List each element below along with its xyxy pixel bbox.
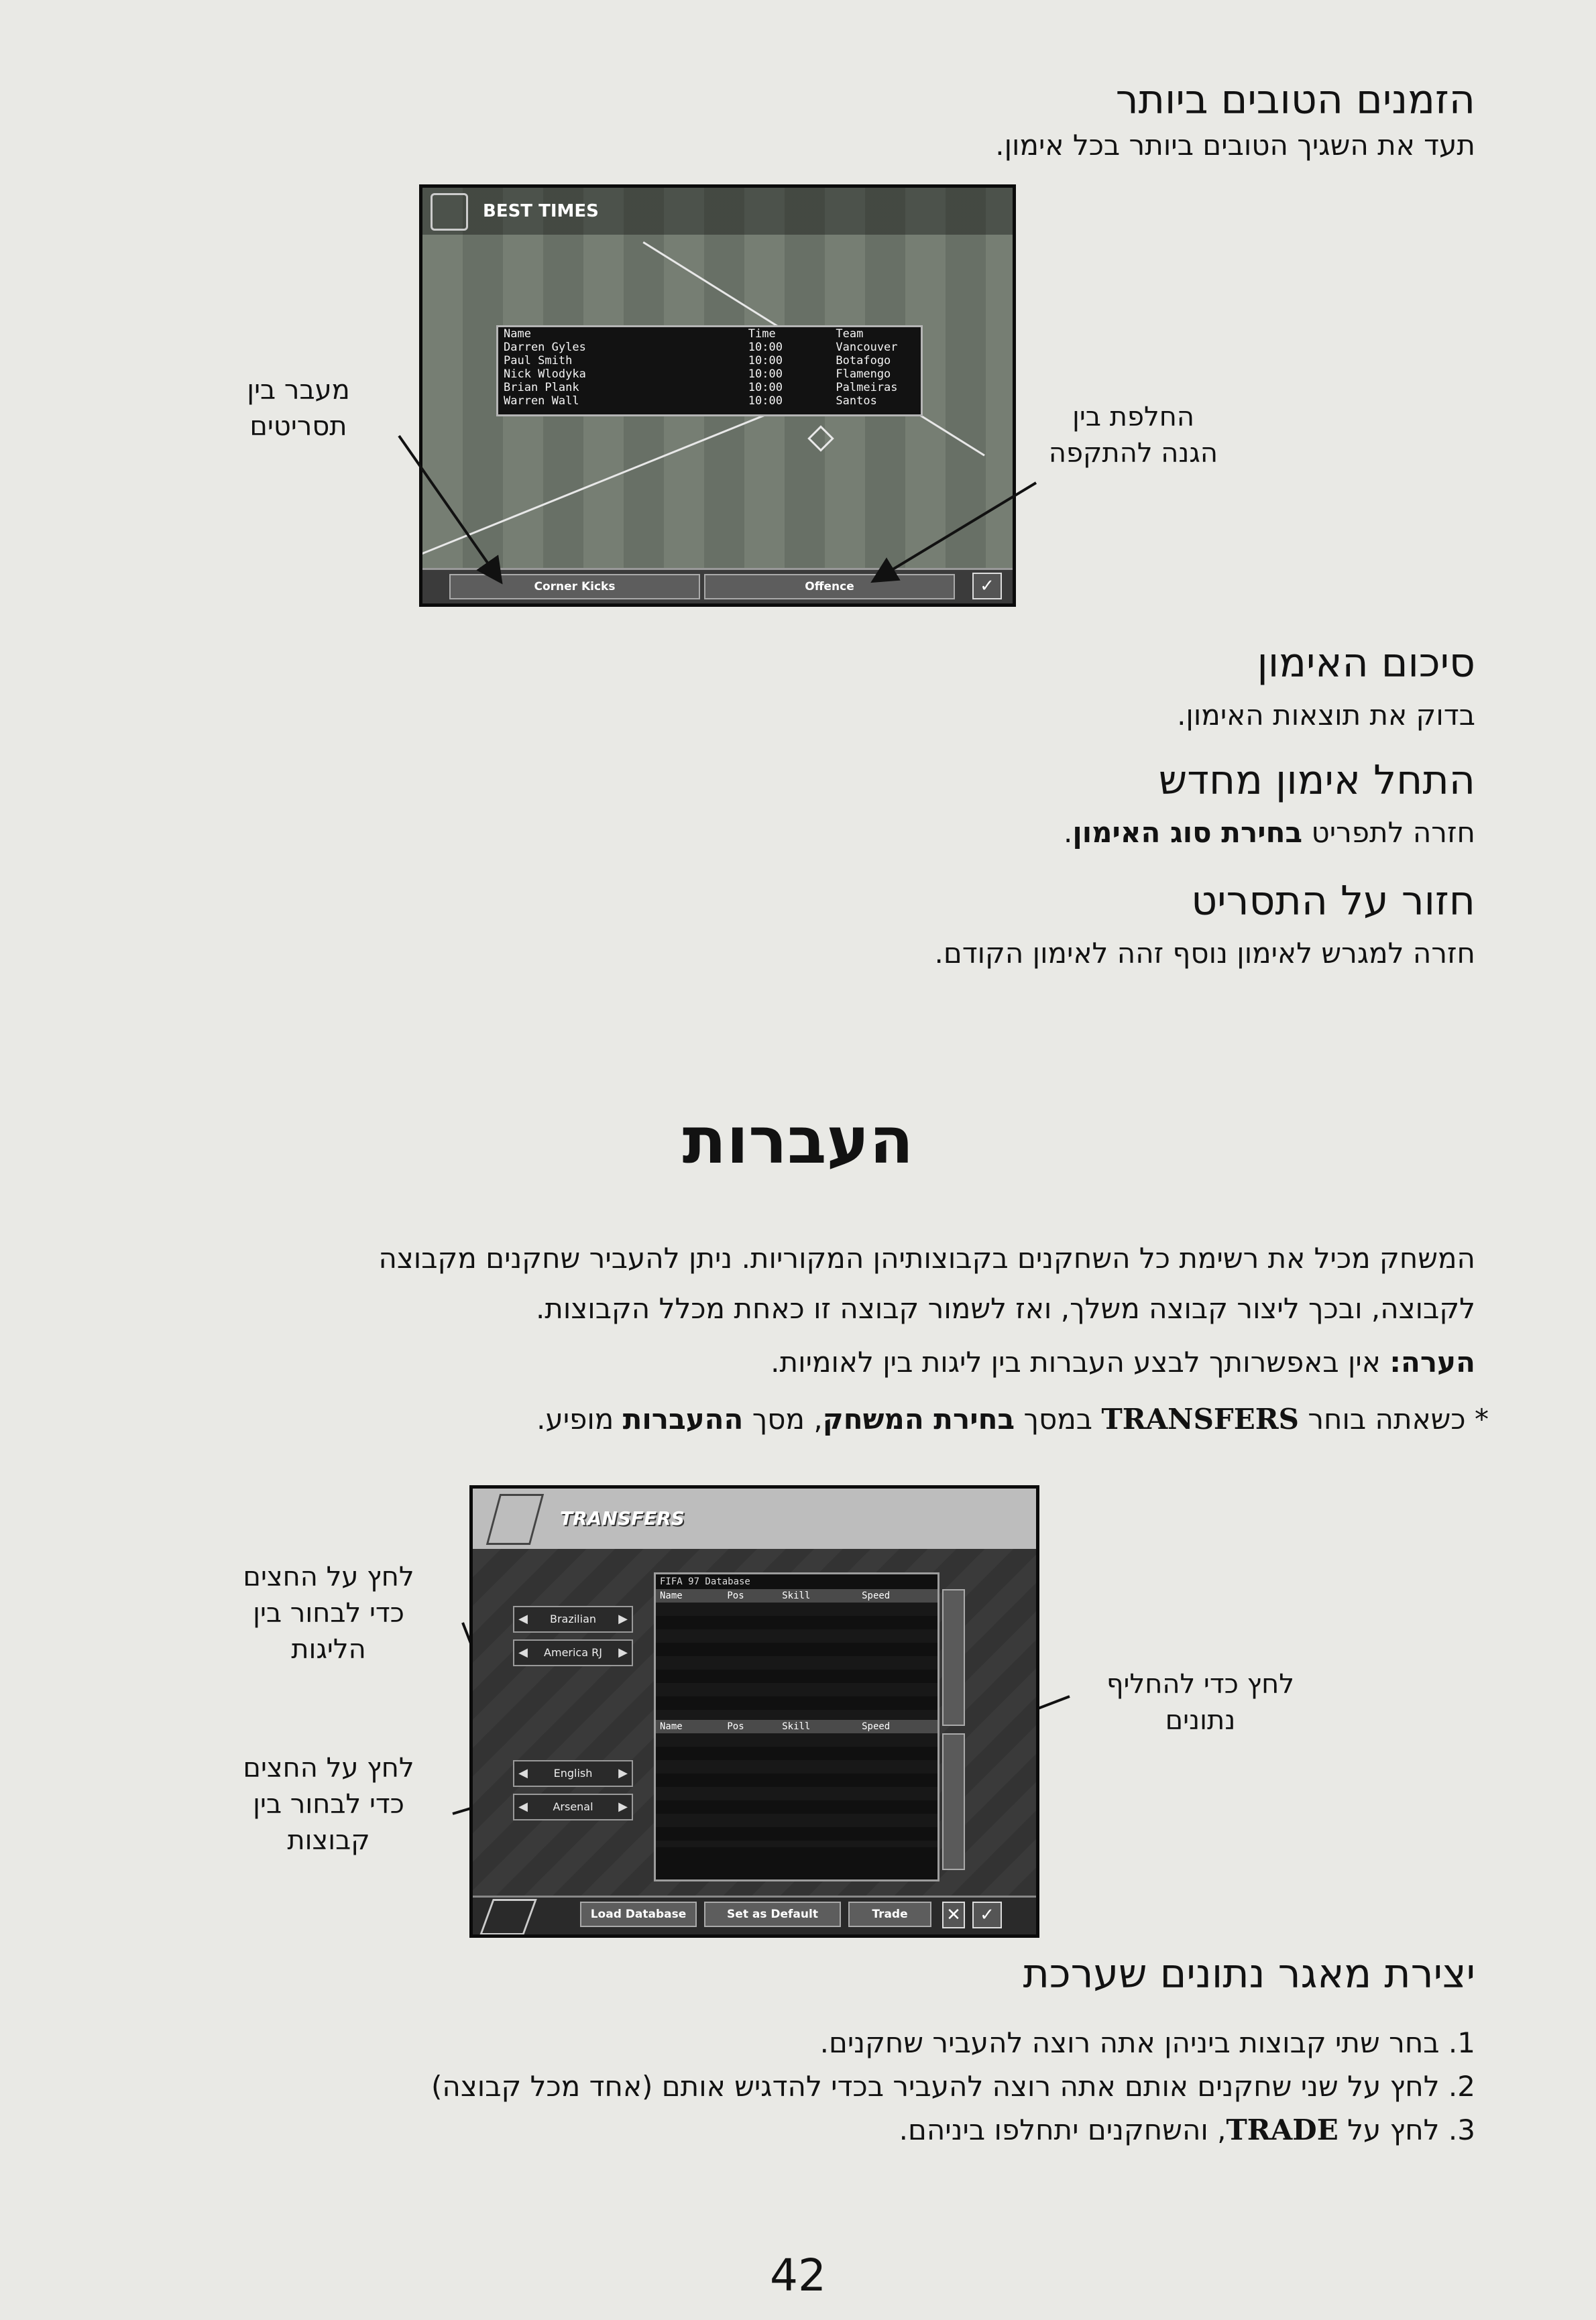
cell-name: Nick Wlodyka — [504, 367, 586, 381]
callout-line: מעבר בין — [247, 375, 350, 406]
transfers-intro-line-1: המשחק מכיל את רשימת כל השחקנים בקבוצותיהן המקוריות. ניתן להעביר שחקנים מקבוצה — [378, 1242, 1475, 1275]
callout-line: החלפת בין — [1072, 402, 1194, 432]
table-header — [656, 1720, 937, 1733]
arrow-left-icon[interactable]: ◀ — [518, 1645, 528, 1660]
callout-choose-teams — [201, 1750, 456, 1859]
cell-time: 10:00 — [748, 394, 783, 408]
cell-name: Darren Gyles — [504, 341, 586, 354]
selector-value: English — [553, 1767, 593, 1780]
cell-name: Paul Smith — [504, 354, 573, 367]
text-span: * כשאתה בוחר — [1298, 1403, 1489, 1436]
page-number: 42 — [770, 2250, 826, 2301]
column-header: Time — [748, 327, 776, 341]
arrow-right-icon[interactable]: ▶ — [618, 1800, 628, 1814]
trade-keyword: TRADE — [1226, 2113, 1338, 2146]
callout-line: כדי לבחור בין — [253, 1598, 404, 1629]
cell-team: Flamengo — [836, 367, 891, 381]
fifa-logo-icon — [486, 1494, 544, 1545]
callout-line: הגנה להתקפה — [1048, 438, 1218, 469]
callout-line: הליגות — [291, 1634, 366, 1665]
note-label: הערה: — [1389, 1346, 1475, 1379]
callout-choose-leagues — [201, 1559, 456, 1668]
callout-line: נתונים — [1165, 1705, 1236, 1736]
callout-line: לחץ על החצים — [243, 1562, 414, 1592]
column-header: Name — [504, 327, 531, 341]
column-header: Speed — [862, 1590, 891, 1601]
transfers-intro-line-2: לקבוצה, ובכך ליצור קבוצה משלך, ואז לשמור קבוצה זו כאחת מכלל הקבוצות. — [535, 1292, 1475, 1325]
create-database-heading: יצירת מאגר נתונים שערכת — [1023, 1951, 1475, 1997]
step-3 — [134, 2112, 1475, 2149]
note-text: אין באפשרותך לבצע העברות בין ליגות בין לאומיות. — [771, 1346, 1390, 1379]
callout-switch-data — [1073, 1666, 1328, 1739]
callout-line: קבוצות — [287, 1825, 370, 1856]
player-list-top[interactable] — [656, 1603, 937, 1720]
scrollbar-bottom[interactable] — [942, 1733, 965, 1870]
cell-team: Botafogo — [836, 354, 891, 367]
close-icon[interactable]: ✕ — [942, 1902, 965, 1928]
arrow-left-icon[interactable]: ◀ — [518, 1766, 528, 1780]
column-header: Name — [660, 1590, 683, 1601]
arrow-left-icon[interactable]: ◀ — [518, 1800, 528, 1814]
repeat-scenario-heading: חזור על התסריט — [1191, 878, 1475, 925]
repeat-scenario-description: חזרה למגרש לאימון נוסף זהה לאימון הקודם. — [934, 937, 1475, 970]
column-header: Speed — [862, 1721, 891, 1732]
table-header — [656, 1589, 937, 1603]
best-times-description: תעד את השגיך הטובים ביותר בכל אימון. — [995, 129, 1475, 162]
transfers-title: העברות — [682, 1103, 914, 1178]
player-database-panel — [654, 1572, 939, 1881]
step-1: 1. בחר שתי קבוצות ביניהן אתה רוצה להעביר שחקנים. — [819, 2026, 1475, 2059]
arrow-right-icon[interactable]: ▶ — [618, 1766, 628, 1780]
text-span: חזרה לתפריט — [1302, 816, 1475, 849]
selector-value: Arsenal — [553, 1800, 593, 1813]
offence-button[interactable]: Offence — [704, 574, 955, 599]
checkmark-icon[interactable]: ✓ — [972, 573, 1002, 599]
text-span: , והשחקנים יתחלפו ביניהם. — [899, 2113, 1227, 2146]
transfers-instruction — [80, 1401, 1489, 1438]
step-2: 2. לחץ על שני שחקנים אותם אתה רוצה להעביר בכדי להדגיש אותם (אחד מכל קבוצה) — [431, 2070, 1475, 2103]
screen-title: TRANSFERS — [560, 1507, 685, 1529]
cell-name: Brian Plank — [504, 381, 579, 394]
cell-team: Santos — [836, 394, 877, 408]
transfers-keyword: TRANSFERS — [1101, 1403, 1299, 1436]
fifa-logo-icon — [479, 1899, 537, 1935]
cell-name: Warren Wall — [504, 394, 579, 408]
transfers-button-bar — [473, 1896, 1036, 1934]
bold-text: ההעברות — [622, 1403, 744, 1436]
column-header: Team — [836, 327, 864, 341]
callout-line: כדי לבחור בין — [253, 1789, 404, 1820]
corner-kicks-button[interactable]: Corner Kicks — [449, 574, 700, 599]
transfers-title-bar — [473, 1489, 1036, 1549]
selector-value: Brazilian — [549, 1613, 597, 1625]
restart-training-heading: התחל אימון מחדש — [1158, 757, 1475, 804]
player-list-bottom[interactable] — [656, 1733, 937, 1847]
scrollbar-top[interactable] — [942, 1589, 965, 1726]
trade-button[interactable]: Trade — [848, 1902, 931, 1927]
arrow-left-icon[interactable]: ◀ — [518, 1612, 528, 1626]
cell-time: 10:00 — [748, 381, 783, 394]
transfers-note — [67, 1344, 1475, 1381]
checkmark-icon[interactable]: ✓ — [972, 1902, 1002, 1928]
restart-training-description — [604, 815, 1475, 852]
text-span: , מסך — [743, 1403, 823, 1436]
league-selector-1[interactable] — [513, 1606, 633, 1633]
callout-line: לחץ על החצים — [243, 1753, 414, 1784]
arrow-right-icon[interactable]: ▶ — [618, 1645, 628, 1660]
selector-value: America RJ — [544, 1646, 602, 1659]
text-span: מופיע. — [536, 1403, 623, 1436]
training-summary-heading: סיכום האימון — [1257, 640, 1475, 687]
bold-text: בחירת המשחק — [822, 1403, 1015, 1436]
training-summary-description: בדוק את תוצאות האימון. — [1177, 699, 1475, 732]
text-span: 3. לחץ על — [1338, 2113, 1475, 2146]
bold-text: בחירת סוג האימון — [1072, 816, 1303, 849]
column-header: Skill — [782, 1590, 811, 1601]
database-title: FIFA 97 Database — [660, 1576, 750, 1587]
set-as-default-button[interactable]: Set as Default — [704, 1902, 841, 1927]
callout-line: לחץ כדי להחליף — [1106, 1669, 1295, 1700]
transfers-screenshot — [469, 1485, 1039, 1938]
arrow-right-icon[interactable]: ▶ — [618, 1612, 628, 1626]
team-selector-2[interactable] — [513, 1794, 633, 1820]
callout-line: תסריטים — [249, 411, 347, 442]
text-span: במסך — [1015, 1403, 1102, 1436]
column-header: Name — [660, 1721, 683, 1732]
text-span: . — [1063, 816, 1073, 849]
cell-time: 10:00 — [748, 367, 783, 381]
league-selector-2[interactable] — [513, 1760, 633, 1787]
cell-team: Palmeiras — [836, 381, 898, 394]
column-header: Skill — [782, 1721, 811, 1732]
team-selector-1[interactable] — [513, 1639, 633, 1666]
load-database-button[interactable]: Load Database — [580, 1902, 697, 1927]
best-times-heading: הזמנים הטובים ביותר — [1115, 76, 1475, 123]
column-header: Pos — [727, 1721, 744, 1732]
cell-team: Vancouver — [836, 341, 898, 354]
screen-title: BEST TIMES — [483, 201, 599, 221]
cell-time: 10:00 — [748, 354, 783, 367]
column-header: Pos — [727, 1590, 744, 1601]
cell-time: 10:00 — [748, 341, 783, 354]
